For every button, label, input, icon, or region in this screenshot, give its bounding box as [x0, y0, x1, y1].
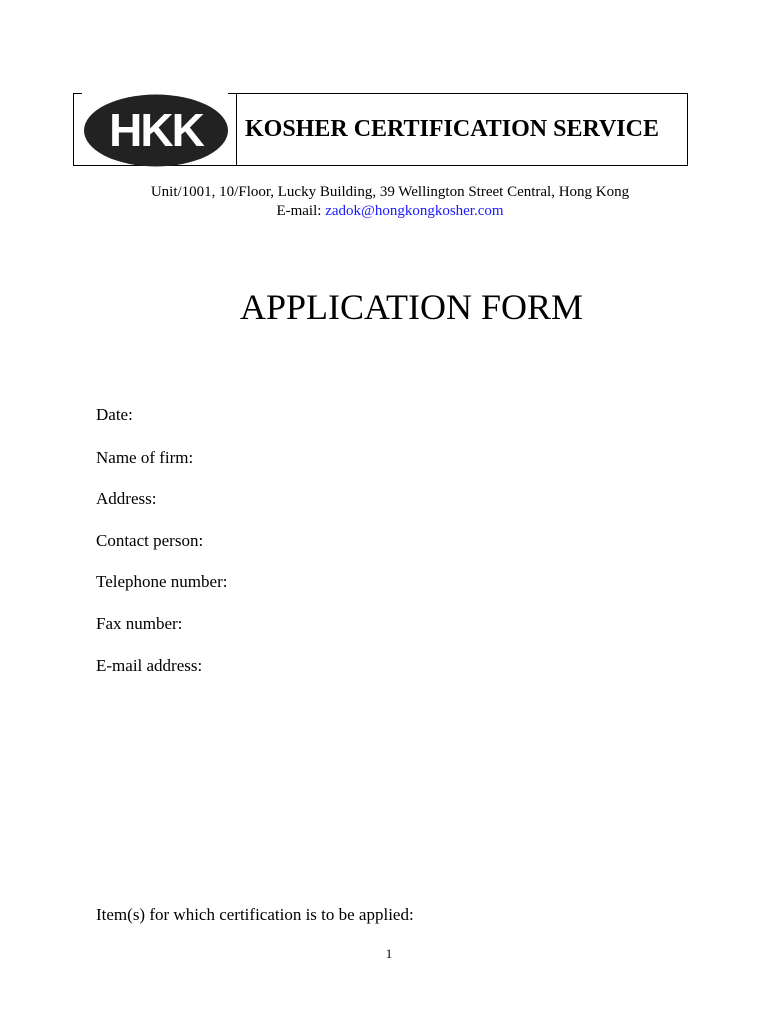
field-telephone-label: Telephone number: [96, 572, 228, 591]
field-address-label: Address: [96, 489, 157, 508]
field-email-label: E-mail address: [96, 656, 203, 675]
logo-cell [74, 94, 237, 165]
email-label: E-mail: [276, 203, 322, 219]
letterhead-box [73, 93, 688, 166]
field-contact-person-label: Contact person: [96, 531, 204, 550]
organization-title: KOSHER CERTIFICATION SERVICE [245, 116, 659, 142]
contact-block [73, 183, 707, 221]
hkk-logo [83, 94, 229, 167]
field-firm-name-label: Name of firm: [96, 448, 194, 467]
page-number: 1 [385, 946, 393, 961]
items-label: Item(s) for which certification is to be applied: [96, 905, 414, 924]
field-date-label: Date: [96, 405, 133, 424]
email-line [73, 202, 707, 221]
address-line: Unit/1001, 10/Floor, Lucky Building, 39 Wellington Street Central, Hong Kong [150, 184, 630, 200]
form-title: APPLICATION FORM [239, 287, 584, 327]
logo-text: HKK [109, 104, 203, 156]
field-fax-label: Fax number: [96, 614, 183, 633]
email-link[interactable]: zadok@hongkongkosher.com [325, 203, 504, 219]
